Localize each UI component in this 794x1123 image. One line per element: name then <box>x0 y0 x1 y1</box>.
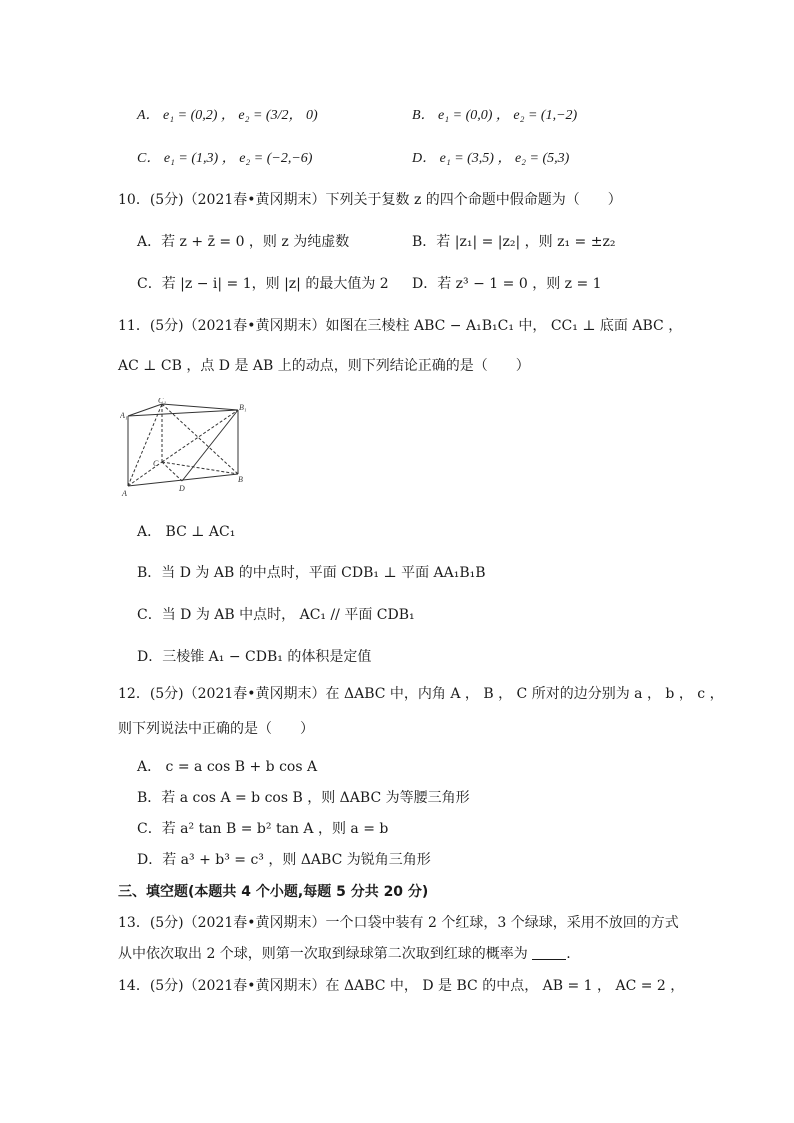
section-title-fill-in: 三、填空题(本题共 4 个小题,每题 5 分共 20 分) <box>118 884 429 900</box>
label-A: A <box>122 489 127 498</box>
q12-option-c: C．若 a² tan B = b² tan A ，则 a = b <box>137 821 389 837</box>
q12-option-d: D．若 a³ + b³ = c³ ，则 ΔABC 为锐角三角形 <box>137 852 431 868</box>
q10-option-c: C．若 |z − i| = 1，则 |z| 的最大值为 2 <box>137 276 389 292</box>
q9-option-b: B． e₁ = (0,0) ， e₂ = (1,−2) <box>412 108 578 123</box>
q14-line1: 14．(5分)（2021春•黄冈期末）在 ΔABC 中， D 是 BC 的中点， AB = 1 ， AC = 2 ， <box>118 978 685 994</box>
q11-option-c: C．当 D 为 AB 中点时， AC₁ // 平面 CDB₁ <box>137 607 415 623</box>
q12-stem-line2: 则下列说法中正确的是（ ） <box>118 721 314 737</box>
q12-option-a: A． c = a cos B + b cos A <box>137 759 318 775</box>
q13-line1: 13．(5分)（2021春•黄冈期末）一个口袋中装有 2 个红球，3 个绿球，采用不放回的方式 <box>118 915 679 931</box>
q13-line2-text: 从中依次取出 2 个球，则第一次取到绿球第二次取到红球的概率为 <box>118 946 528 962</box>
label-C1: C₁ <box>158 398 167 405</box>
label-C: C <box>153 459 159 468</box>
q11-option-d: D．三棱锥 A₁ − CDB₁ 的体积是定值 <box>137 649 372 665</box>
q10-option-d: D．若 z³ − 1 = 0 ，则 z = 1 <box>412 276 602 292</box>
label-A1: A₁ <box>120 411 128 420</box>
answer-blank <box>532 945 566 960</box>
q9-option-a: A． e₁ = (0,2) ， e₂ = (3/2， 0) <box>137 108 318 123</box>
period: . <box>566 946 571 962</box>
label-B1: B₁ <box>239 403 247 412</box>
q11-stem-line2: AC ⊥ CB ，点 D 是 AB 上的动点，则下列结论正确的是（ ） <box>118 358 530 374</box>
q11-option-b: B．当 D 为 AB 的中点时，平面 CDB₁ ⊥ 平面 AA₁B₁B <box>137 565 486 581</box>
q13-line2 <box>118 944 571 964</box>
q11-stem-line1: 11．(5分)（2021春•黄冈期末）如图在三棱柱 ABC − A₁B₁C₁ 中， CC₁ ⊥ 底面 ABC ， <box>118 318 683 334</box>
prism-figure <box>120 398 260 498</box>
q9-option-c: C． e₁ = (1,3) ， e₂ = (−2,−6) <box>137 151 313 166</box>
q12-option-b: B．若 a cos A = b cos B ，则 ΔABC 为等腰三角形 <box>137 790 470 806</box>
q11-option-a: A． BC ⊥ AC₁ <box>137 524 236 540</box>
q10-option-a: A．若 z + z̄ = 0 ，则 z 为纯虚数 <box>137 234 350 250</box>
q12-stem-line1: 12．(5分)（2021春•黄冈期末）在 ΔABC 中，内角 A ， B ， C 所对的边分别为 a ， b ， c ， <box>118 686 724 702</box>
label-D: D <box>179 484 185 493</box>
q10-option-b: B．若 |z₁| = |z₂| ，则 z₁ = ±z₂ <box>412 234 616 250</box>
q9-option-d: D． e₁ = (3,5) ， e₂ = (5,3) <box>412 151 570 166</box>
label-B: B <box>238 475 243 484</box>
q10-stem: 10．(5分)（2021春•黄冈期末）下列关于复数 z 的四个命题中假命题为（ ） <box>118 192 622 208</box>
